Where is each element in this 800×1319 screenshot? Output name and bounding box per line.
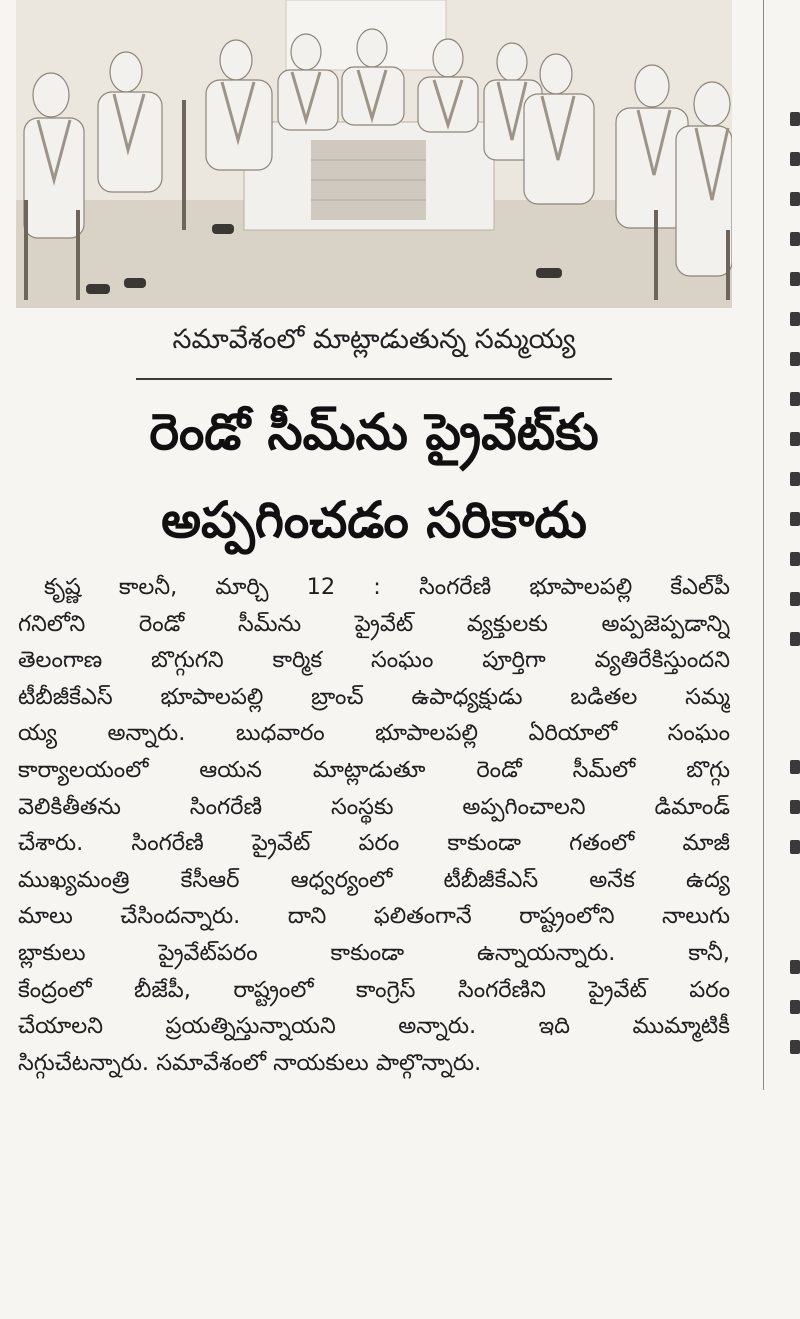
headline-line-1: రెండో సీమ్‌ను ప్రైవేట్‌కు xyxy=(149,403,599,461)
body-line: ముఖ్యమంత్రి కేసీఆర్ ఆధ్వర్యంలో టీబీజీకేఎస్ అనేక ఉద్య xyxy=(18,866,730,893)
adjacent-column-fragment xyxy=(790,760,800,774)
adjacent-column-fragment xyxy=(790,1000,800,1014)
body-line: కార్యాలయంలో ఆయన మాట్లాడుతూ రెండో సీమ్‌లో బొగ్గు xyxy=(18,756,730,783)
adjacent-column-fragment xyxy=(790,800,800,814)
body-line: య్య అన్నారు. బుధవారం భూపాలపల్లి ఏరియాలో సంఘం xyxy=(18,720,730,747)
adjacent-column-fragment xyxy=(790,232,800,246)
adjacent-column-fragment xyxy=(790,512,800,526)
adjacent-column-fragment xyxy=(790,112,800,126)
photo-caption: సమావేశంలో మాట్లాడుతున్న సమ్మయ్య xyxy=(172,324,576,355)
body-line: కృష్ణ కాలనీ, మార్చి 12 : సింగరేణి భూపాలపల్లి కేఎల్‌పీ xyxy=(44,574,730,600)
column-divider xyxy=(763,0,764,1090)
adjacent-column-fragment xyxy=(790,152,800,166)
adjacent-column-fragment xyxy=(790,392,800,406)
body-line: బ్లాకులు ప్రైవేట్‌పరం కాకుండా ఉన్నాయన్నారు. కానీ, xyxy=(18,939,730,966)
body-line: టీబీజీకేఎస్ భూపాలపల్లి బ్రాంచ్ ఉపాధ్యక్షుడు బడితల సమ్మ xyxy=(18,683,730,710)
headline-line-2: అప్పగించడం సరికాదు xyxy=(161,491,587,549)
body-line: మాలు చేసిందన్నారు. దాని ఫలితంగానే రాష్ట్రంలోని నాలుగు xyxy=(18,903,730,930)
adjacent-column-fragment xyxy=(790,472,800,486)
group-photo xyxy=(16,0,732,308)
adjacent-column-fragment xyxy=(790,1040,800,1054)
adjacent-column-fragment xyxy=(790,632,800,646)
group-photo-icon xyxy=(16,0,732,308)
adjacent-column-fragment xyxy=(790,552,800,566)
body-line: వెలికితీతను సింగరేణి సంస్థకు అప్పగించాలని డిమాండ్ xyxy=(18,793,730,820)
body-line: చేశారు. సింగరేణి ప్రైవేట్ పరం కాకుండా గతంలో మాజీ xyxy=(18,830,730,857)
adjacent-column-fragment xyxy=(790,432,800,446)
body-line: సిగ్గుచేటన్నారు. సమావేశంలో నాయకులు పాల్గొన్నారు. xyxy=(18,1049,482,1076)
caption-divider xyxy=(136,378,612,380)
adjacent-column-fragment xyxy=(790,312,800,326)
body-line: చేయాలని ప్రయత్నిస్తున్నాయని అన్నారు. ఇది ముమ్మాటికీ xyxy=(18,1013,730,1040)
body-line: తెలంగాణ బొగ్గుగని కార్మిక సంఘం పూర్తిగా వ్యతిరేకిస్తుందని xyxy=(18,647,730,674)
article-body xyxy=(18,569,730,1081)
adjacent-column-fragment xyxy=(790,192,800,206)
adjacent-column-fragment xyxy=(790,272,800,286)
adjacent-column-fragment xyxy=(790,840,800,854)
body-line: కేంద్రంలో బీజేపీ, రాష్ట్రంలో కాంగ్రెస్ సింగరేణిని ప్రైవేట్ పరం xyxy=(18,976,730,1003)
adjacent-column-fragment xyxy=(790,592,800,606)
body-line: గనిలోని రెండో సీమ్‌ను ప్రైవేట్ వ్యక్తులకు అప్పజెప్పడాన్ని xyxy=(18,610,730,637)
adjacent-column-fragment xyxy=(790,352,800,366)
adjacent-column-fragment xyxy=(790,960,800,974)
